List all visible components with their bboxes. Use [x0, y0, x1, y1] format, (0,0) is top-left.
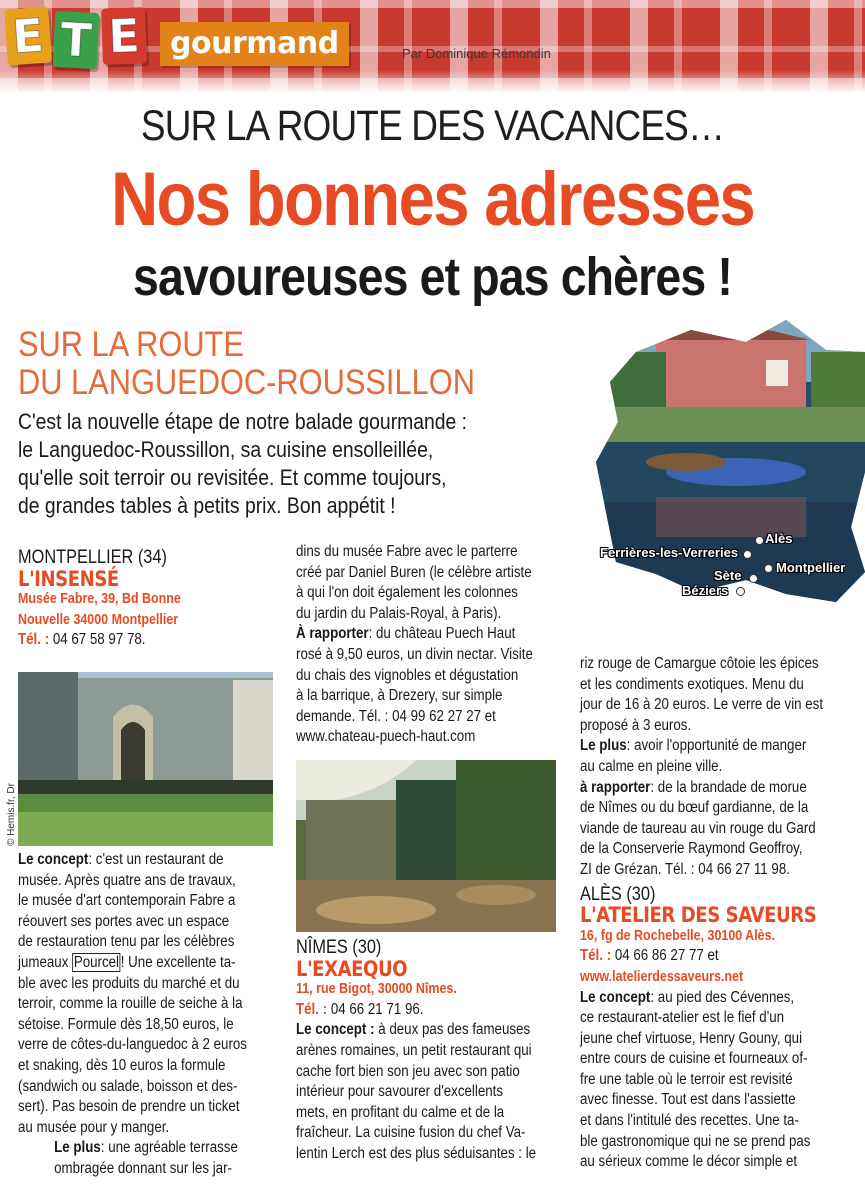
rapporter-line: de Nîmes ou du bœuf gardianne, de la: [580, 799, 809, 817]
route-title: [18, 326, 476, 402]
route-title-line: DU LANGUEDOC-ROUSSILLON: [18, 363, 475, 402]
concept-line: Le concept: c'est un restaurant de: [18, 851, 224, 868]
route-title-line: SUR LA ROUTE: [18, 325, 244, 364]
column-montpellier: [18, 548, 278, 651]
concept-label: Le concept :: [296, 1021, 375, 1039]
concept-line: réouvert ses portes avec un espace: [18, 912, 230, 930]
restaurant-phone-line: [580, 946, 849, 967]
map-dot-beziers: [736, 587, 745, 596]
photo-exaequo-patio: [296, 760, 556, 932]
body-line: jour de 16 à 20 euros. Le verre de vin est: [580, 696, 824, 714]
ete-logo: [6, 8, 146, 68]
concept-line: Le concept : à deux pas des fameuses: [296, 1021, 531, 1039]
concept-line: entre cours de cuisine et fourneaux of-: [580, 1050, 808, 1068]
concept-line: terroir, comme la rouille de seiche à la: [18, 995, 243, 1013]
website-link[interactable]: www.chateau-puech-haut.com: [296, 728, 476, 746]
concept-label: Le concept: [18, 851, 89, 868]
intro-line: le Languedoc-Roussillon, sa cuisine ensolleillée,: [18, 437, 434, 462]
concept-line: avec finesse. Tout est dans l'assiette: [580, 1091, 796, 1109]
concept-line: musée. Après quatre ans de travaux,: [18, 871, 236, 889]
pourcel-highlight: Pourcel: [73, 953, 120, 971]
map-dot-ferrieres: [743, 550, 752, 559]
column-middle-top: [296, 542, 561, 748]
concept-line: ble avec les produits du marché et du: [18, 974, 240, 992]
concept-line: au musée pour y manger.: [18, 1118, 170, 1136]
plus-label: Le plus: [580, 737, 627, 755]
restaurant-name: L'EXAEQUO: [296, 956, 408, 981]
phone-number: 04 66 86 27 77 et: [614, 947, 719, 965]
concept-line: jumeaux Pourcel ! Une excellente ta-: [18, 953, 236, 971]
body-line: proposé à 3 euros.: [580, 716, 692, 734]
body-line: dins du musée Fabre avec le parterre: [296, 543, 518, 560]
concept-line: et dans l'intitulé des recettes. Une ta-: [580, 1112, 799, 1130]
phone-number: 04 67 58 97 78.: [52, 631, 146, 649]
plus-line: Le plus: avoir l'opportunité de manger: [580, 737, 807, 755]
banner-fade: [0, 70, 865, 92]
concept-line: et snaking, dès 10 euros la formule: [18, 1056, 226, 1074]
restaurant-name: L'ATELIER DES SAVEURS: [580, 903, 817, 928]
ete-letter-e1: E: [4, 7, 52, 66]
intro-line: de grandes tables à petits prix. Bon appétit !: [18, 493, 396, 518]
concept-line: ce restaurant-atelier est le fief d'un: [580, 1009, 785, 1027]
series-tag: gourmand: [160, 22, 349, 66]
body-line: riz rouge de Camargue côtoie les épices: [580, 655, 819, 672]
map-dot-ales: [755, 536, 764, 545]
map-label-beziers: Béziers: [682, 583, 729, 598]
column-right: [580, 654, 848, 1173]
rapporter-line: ZI de Grézan. Tél. : 04 66 27 11 98.: [580, 860, 790, 878]
rapporter-line: à la barrique, à Drezery, sur simple: [296, 687, 503, 705]
map-label-ales: Alès: [765, 531, 793, 546]
concept-line: jeune chef virtuose, Henry Gouny, qui: [580, 1029, 803, 1047]
column-nimes: [296, 938, 561, 1165]
column-montpellier-text: [18, 850, 280, 1180]
intro-line: qu'elle soit terroir ou revisitée. Et comme toujours,: [18, 465, 447, 490]
region-map-photo: [596, 312, 865, 612]
map-dot-sete: [749, 574, 758, 583]
rapporter-line: à rapporter: de la brandade de morue: [580, 778, 807, 796]
restaurant-phone-line: [18, 630, 242, 651]
map-label-sete: Sète: [714, 568, 742, 583]
concept-label: Le concept: [580, 988, 651, 1006]
concept-line: mets, en profitant du calme et de la: [296, 1103, 505, 1121]
body-line: créé par Daniel Buren (le célèbre artiste: [296, 563, 532, 581]
ete-letter-t: T: [53, 11, 100, 69]
concept-line: verre de côtes-du-languedoc à 2 euros: [18, 1036, 247, 1054]
kicker-title: SUR LA ROUTE DES VACANCES…: [140, 102, 725, 150]
ete-letter-e2: E: [101, 7, 147, 65]
map-label-montpellier: Montpellier: [776, 560, 846, 575]
phone-label: Tél. :: [18, 631, 50, 649]
phone-number: 04 66 21 71 96.: [330, 1000, 424, 1018]
plus-line: Le plus: une agréable terrasse: [54, 1139, 238, 1157]
concept-line: sert). Pas besoin de prendre un ticket: [18, 1098, 240, 1116]
concept-line: arènes romaines, un petit restaurant qui: [296, 1041, 532, 1059]
concept-line: au sérieux comme le décor simple et: [580, 1153, 798, 1171]
concept-line: intérieur pour savourer d'excellents: [296, 1083, 504, 1101]
concept-line: cache fort bien son jeu avec son patio: [296, 1062, 520, 1080]
restaurant-address: 11, rue Bigot, 30000 Nîmes.: [296, 981, 457, 998]
restaurant-name: L'INSENSÉ: [18, 566, 119, 591]
restaurant-website[interactable]: www.latelierdessaveurs.net: [580, 968, 744, 985]
map-label-ferrieres: Ferrières-les-Verreries: [600, 545, 739, 560]
page-title: Nos bonnes adresses: [111, 157, 754, 242]
phone-label: Tél. :: [296, 1000, 328, 1018]
rapporter-line: À rapporter: du château Puech Haut: [296, 625, 516, 643]
city-heading: ALÈS (30): [580, 883, 656, 905]
plus-label: Le plus: [54, 1139, 101, 1157]
concept-line: le musée d'art contemporain Fabre a: [18, 892, 236, 910]
plus-line: au calme en pleine ville.: [580, 757, 723, 775]
restaurant-address: Musée Fabre, 39, Bd Bonne: [18, 591, 181, 608]
body-line: du jardin du Palais-Royal, à Paris).: [296, 604, 502, 622]
photo-musee-fabre: [18, 672, 273, 846]
intro-line: C'est la nouvelle étape de notre balade gourmande :: [18, 409, 468, 434]
rapporter-line: rosé à 9,50 euros, un divin nectar. Visite: [296, 645, 533, 663]
concept-line: lentin Lerch est des plus séduisantes : le: [296, 1144, 537, 1162]
concept-line: de restauration tenu par les célèbres: [18, 933, 235, 951]
body-line: et les condiments exotiques. Menu du: [580, 675, 804, 693]
restaurant-address: 16, fg de Rochebelle, 30100 Alès.: [580, 927, 775, 944]
page-subtitle: savoureuses et pas chères !: [133, 247, 732, 307]
map-dot-montpellier: [764, 564, 773, 573]
header-banner: [0, 0, 865, 92]
concept-line: fraîcheur. La cuisine fusion du chef Va-: [296, 1124, 526, 1142]
intro-paragraph: [18, 408, 534, 520]
photo-credit: © Hemis.fr, Dr: [6, 783, 17, 846]
rapporter-label: À rapporter: [296, 625, 369, 643]
concept-line: ble gastronomique qui ne se prend pas: [580, 1132, 811, 1150]
byline: Par Dominique Rémondin: [402, 46, 551, 61]
rapporter-line: viande de taureau au vin rouge du Gard: [580, 819, 816, 837]
rapporter-line: demande. Tél. : 04 99 62 27 27 et: [296, 707, 496, 725]
restaurant-phone-line: [296, 1000, 563, 1021]
phone-label: Tél. :: [580, 947, 612, 965]
city-heading: NÎMES (30): [296, 937, 382, 958]
plus-line: ombragée donnant sur les jar-: [54, 1159, 232, 1177]
concept-line: sétoise. Formule dès 18,50 euros, le: [18, 1015, 234, 1033]
concept-line: fre une table où le terroir est revisité: [580, 1070, 793, 1088]
concept-line: (sandwich ou salade, boisson et des-: [18, 1077, 238, 1095]
rapporter-line: de la Conserverie Raymond Geoffroy,: [580, 840, 803, 858]
city-heading: MONTPELLIER (34): [18, 547, 167, 568]
concept-line: Le concept: au pied des Cévennes,: [580, 988, 795, 1006]
rapporter-line: du chais des vignobles et dégustation: [296, 666, 519, 684]
rapporter-label: à rapporter: [580, 778, 651, 796]
body-line: à qui l'on doit également les colonnes: [296, 584, 518, 602]
restaurant-address: Nouvelle 34000 Montpellier: [18, 611, 179, 628]
